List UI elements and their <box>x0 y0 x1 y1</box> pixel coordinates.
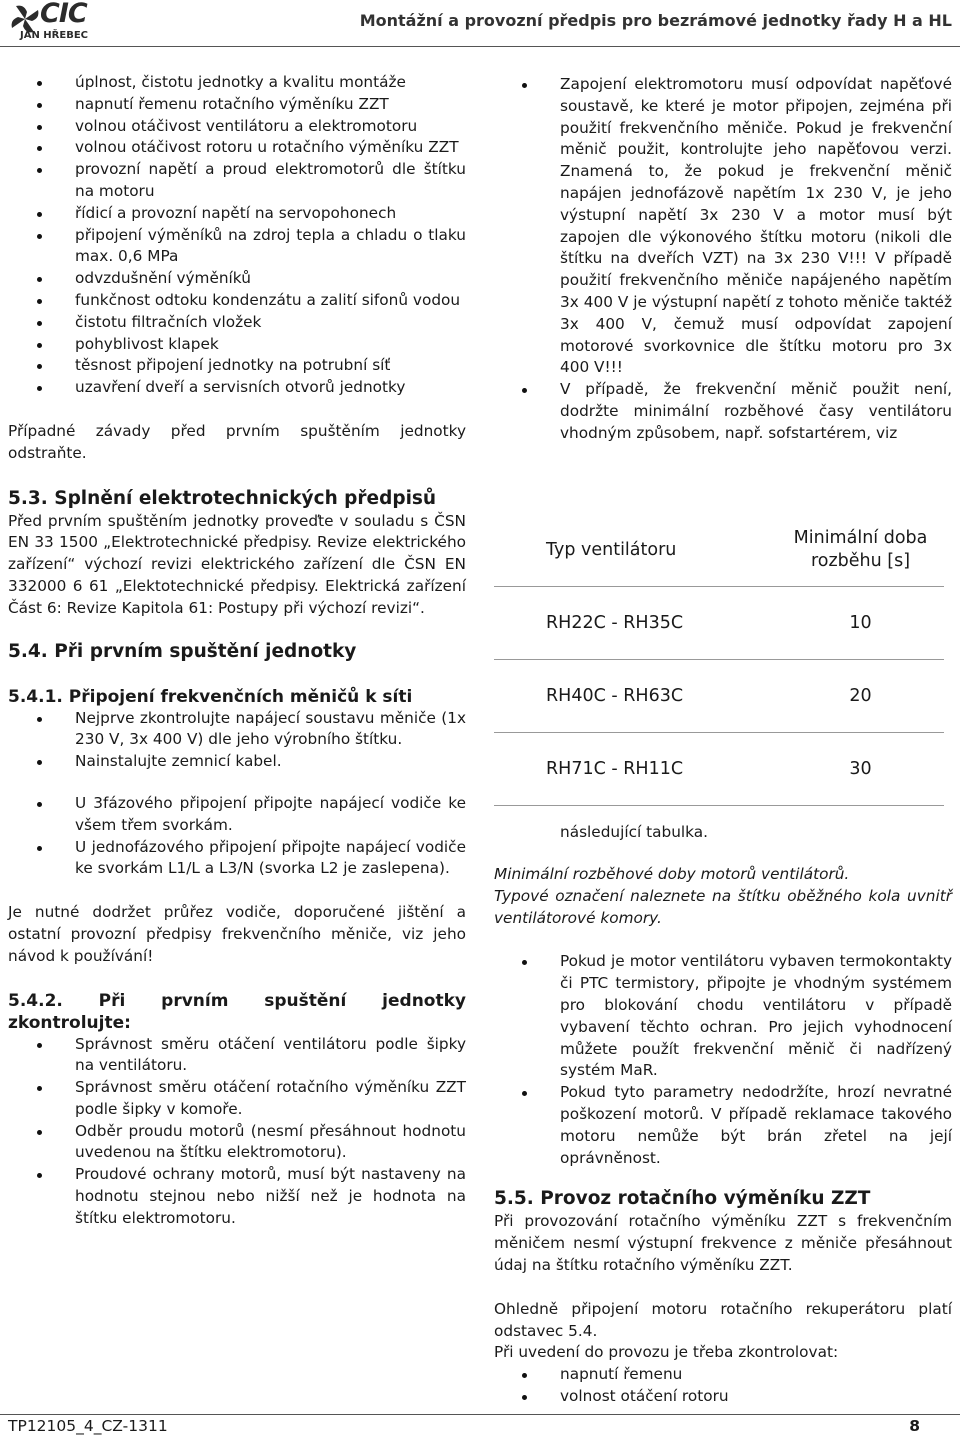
table-cell: 30 <box>777 733 944 806</box>
page-number: 8 <box>909 1417 920 1435</box>
footer-divider <box>0 1414 960 1415</box>
document-code: TP12105_4_CZ-1311 <box>8 1417 168 1435</box>
list-item: Správnost směru otáčení rotačního výměníku ZZT podle šipky v komoře. <box>8 1077 466 1121</box>
list-item: napnutí řemenu rotačního výměníku ZZT <box>8 94 466 116</box>
list-item: připojení výměníků na zdroj tepla a chladu o tlaku max. 0,6 MPa <box>8 225 466 269</box>
list-item: provozní napětí a proud elektromotorů dle štítku na motoru <box>8 159 466 203</box>
supply-list-b <box>8 793 466 880</box>
list-item: napnutí řemenu <box>494 1364 952 1386</box>
right-column-bottom <box>494 864 952 1408</box>
table-cell: 20 <box>777 660 944 733</box>
section-5-3-heading: 5.3. Splnění elektrotechnických předpisů <box>8 487 437 509</box>
list-item: U jednofázového připojení připojte napájecí vodiče ke svorkám L1/L a L3/N (svorka L2 je zaslepena). <box>8 837 466 881</box>
list-item: těsnost připojení jednotky na potrubní síť <box>8 355 466 377</box>
table-cell: RH71C - RH11C <box>494 733 777 806</box>
section-5-4-1-heading: 5.4.1. Připojení frekvenčních měničů k síti <box>8 686 413 707</box>
rotor-checklist <box>494 1364 952 1408</box>
list-item: odvzdušnění výměníků <box>8 268 466 290</box>
list-item: Pokud tyto parametry nedodržíte, hrozí nevratné poškození motorů. V případě reklamace takového motoru nemůže být brán zřetel na její oprávněnost. <box>494 1082 952 1169</box>
checklist <box>8 72 466 399</box>
cable-note: Je nutné dodržet průřez vodiče, doporučené jištění a ostatní provozní předpisy frekvenčního měniče, viz jeho návod k používání! <box>8 903 466 965</box>
section-5-5-text-3: Při uvedení do provozu je třeba zkontrolovat: <box>494 1343 839 1362</box>
table-note: Typové označení naleznete na štítku oběžného kola uvnitř ventilátorové komory. <box>494 886 952 927</box>
list-item: Zapojení elektromotoru musí odpovídat napěťové soustavě, ke které je motor připojen, zejména při použití frekvenčního měniče. Pokud je frekvenční měnič použit, kontrolujte jeho napěťovou verzi. Znamená to, že pokud je frekvenční měnič napájen jednofázově napětím 1x 230 V, je jeho výstupní napětí 3x 230 V a motor musí být zapojen dle výkonového štítku motoru (nikoli dle štítku na dveřích VZT) na 3x 230 V!!! V případě použití frekvenčního měniče napájeného napětím 3x 400 V je výstupní napětí z tohoto měniče taktéž 3x 400 V, čemuž musí odpovídat zapojení motorové svorkovnice dle štítku motoru pro 3x 400 V!!! <box>494 74 952 379</box>
supply-list-a <box>8 708 466 773</box>
list-item: Odběr proudu motorů (nesmí přesáhnout hodnotu uvedenou na štítku elektromotoru). <box>8 1121 466 1165</box>
section-5-5-text-2: Ohledně připojení motoru rotačního rekuperátoru platí odstavec 5.4. <box>494 1299 952 1340</box>
section-5-3-text: Před prvním spuštěním jednotky proveďte v souladu s ČSN EN 33 1500 „Elektrotechnické předpisy. Revize elektrického zařízení“ výchozí revizi elektrického zařízení dle ČSN EN 332000 6 61 „Elektotechnické předpisy. Elektrická zařízení Část 6: Revize Kapitola 61: Postupy při výchozí revizi“. <box>8 511 466 617</box>
right-column-top <box>494 74 952 445</box>
table-cell: RH22C - RH35C <box>494 587 777 660</box>
table-header-cell: Minimální doba rozběhu [s] <box>777 514 944 587</box>
section-5-5-heading: 5.5. Provoz rotačního výměníku ZZT <box>494 1188 871 1210</box>
table-row <box>494 660 944 733</box>
table-row <box>494 587 944 660</box>
table-cell: 10 <box>777 587 944 660</box>
list-item: řídicí a provozní napětí na servopohonech <box>8 203 466 225</box>
list-item: Pokud je motor ventilátoru vybaven termokontakty či PTC termistory, připojte je vhodným systémem pro blokování chodu ventilátoru v případě vybavení těchto ochran. Pro jejich vyhodnocení můžete použít frekvenční měnič či nadřízený systém MaR. <box>494 951 952 1082</box>
list-item: Nejprve zkontrolujte napájecí soustavu měniče (1x 230 V, 3x 400 V) dle jeho výrobního štítku. <box>8 708 466 752</box>
list-item: V případě, že frekvenční měnič použit není, dodržte minimální rozběhové časy ventilátoru vhodným způsobem, např. sofstartérem, viz <box>494 379 952 444</box>
left-column <box>8 72 466 1230</box>
list-item: U 3fázového připojení připojte napájecí vodiče ke všem třem svorkám. <box>8 793 466 837</box>
fan-startup-table <box>494 514 944 806</box>
section-5-4-2-heading: 5.4.2. Při prvním spuštění jednotky zkontrolujte: <box>8 990 466 1033</box>
table-header-row <box>494 514 944 587</box>
list-item: uzavření dveří a servisních otvorů jednotky <box>8 377 466 399</box>
list-item: Proudové ochrany motorů, musí být nastaveny na hodnotu stejnou nebo nižší než je hodnota na štítku elektromotoru. <box>8 1164 466 1229</box>
fan-table-wrap <box>494 514 952 844</box>
list-item: pohyblivost klapek <box>8 334 466 356</box>
after-table-text: následující tabulka. <box>560 823 708 841</box>
logo-subtitle: JAN HŘEBEC <box>20 30 89 41</box>
motor-wiring-list <box>494 74 952 445</box>
list-item: Nainstalujte zemnicí kabel. <box>8 751 466 773</box>
list-item: volnou otáčivost rotoru u rotačního výměníku ZZT <box>8 137 466 159</box>
section-5-5-text: Při provozování rotačního výměníku ZZT s frekvenčním měničem nesmí výstupní frekvence z měniče přesáhnout údaj na štítku rotačního výměníku ZZT. <box>494 1212 952 1274</box>
table-header-cell: Typ ventilátoru <box>494 514 777 587</box>
table-cell: RH40C - RH63C <box>494 660 777 733</box>
list-item: čistotu filtračních vložek <box>8 312 466 334</box>
list-item: Správnost směru otáčení ventilátoru podle šipky na ventilátoru. <box>8 1034 466 1078</box>
startup-checklist <box>8 1034 466 1230</box>
defects-note: Případné závady před prvním spuštěním jednotky odstraňte. <box>8 421 466 462</box>
company-logo <box>10 2 110 44</box>
section-5-4-heading: 5.4. Při prvním spuštění jednotky <box>8 640 357 662</box>
motor-protection-list <box>494 951 952 1169</box>
table-row <box>494 733 944 806</box>
list-item: úplnost, čistotu jednotky a kvalitu montáže <box>8 72 466 94</box>
list-item: volnou otáčivost ventilátoru a elektromotoru <box>8 116 466 138</box>
list-item: volnost otáčení rotoru <box>494 1386 952 1408</box>
list-item: funkčnost odtoku kondenzátu a zalití sifonů vodou <box>8 290 466 312</box>
logo-wordmark: CIC <box>40 0 87 29</box>
document-title: Montážní a provozní předpis pro bezrámové jednotky řady H a HL <box>359 11 952 30</box>
page-header <box>0 0 960 47</box>
table-caption: Minimální rozběhové doby motorů ventilátorů. <box>494 865 850 883</box>
